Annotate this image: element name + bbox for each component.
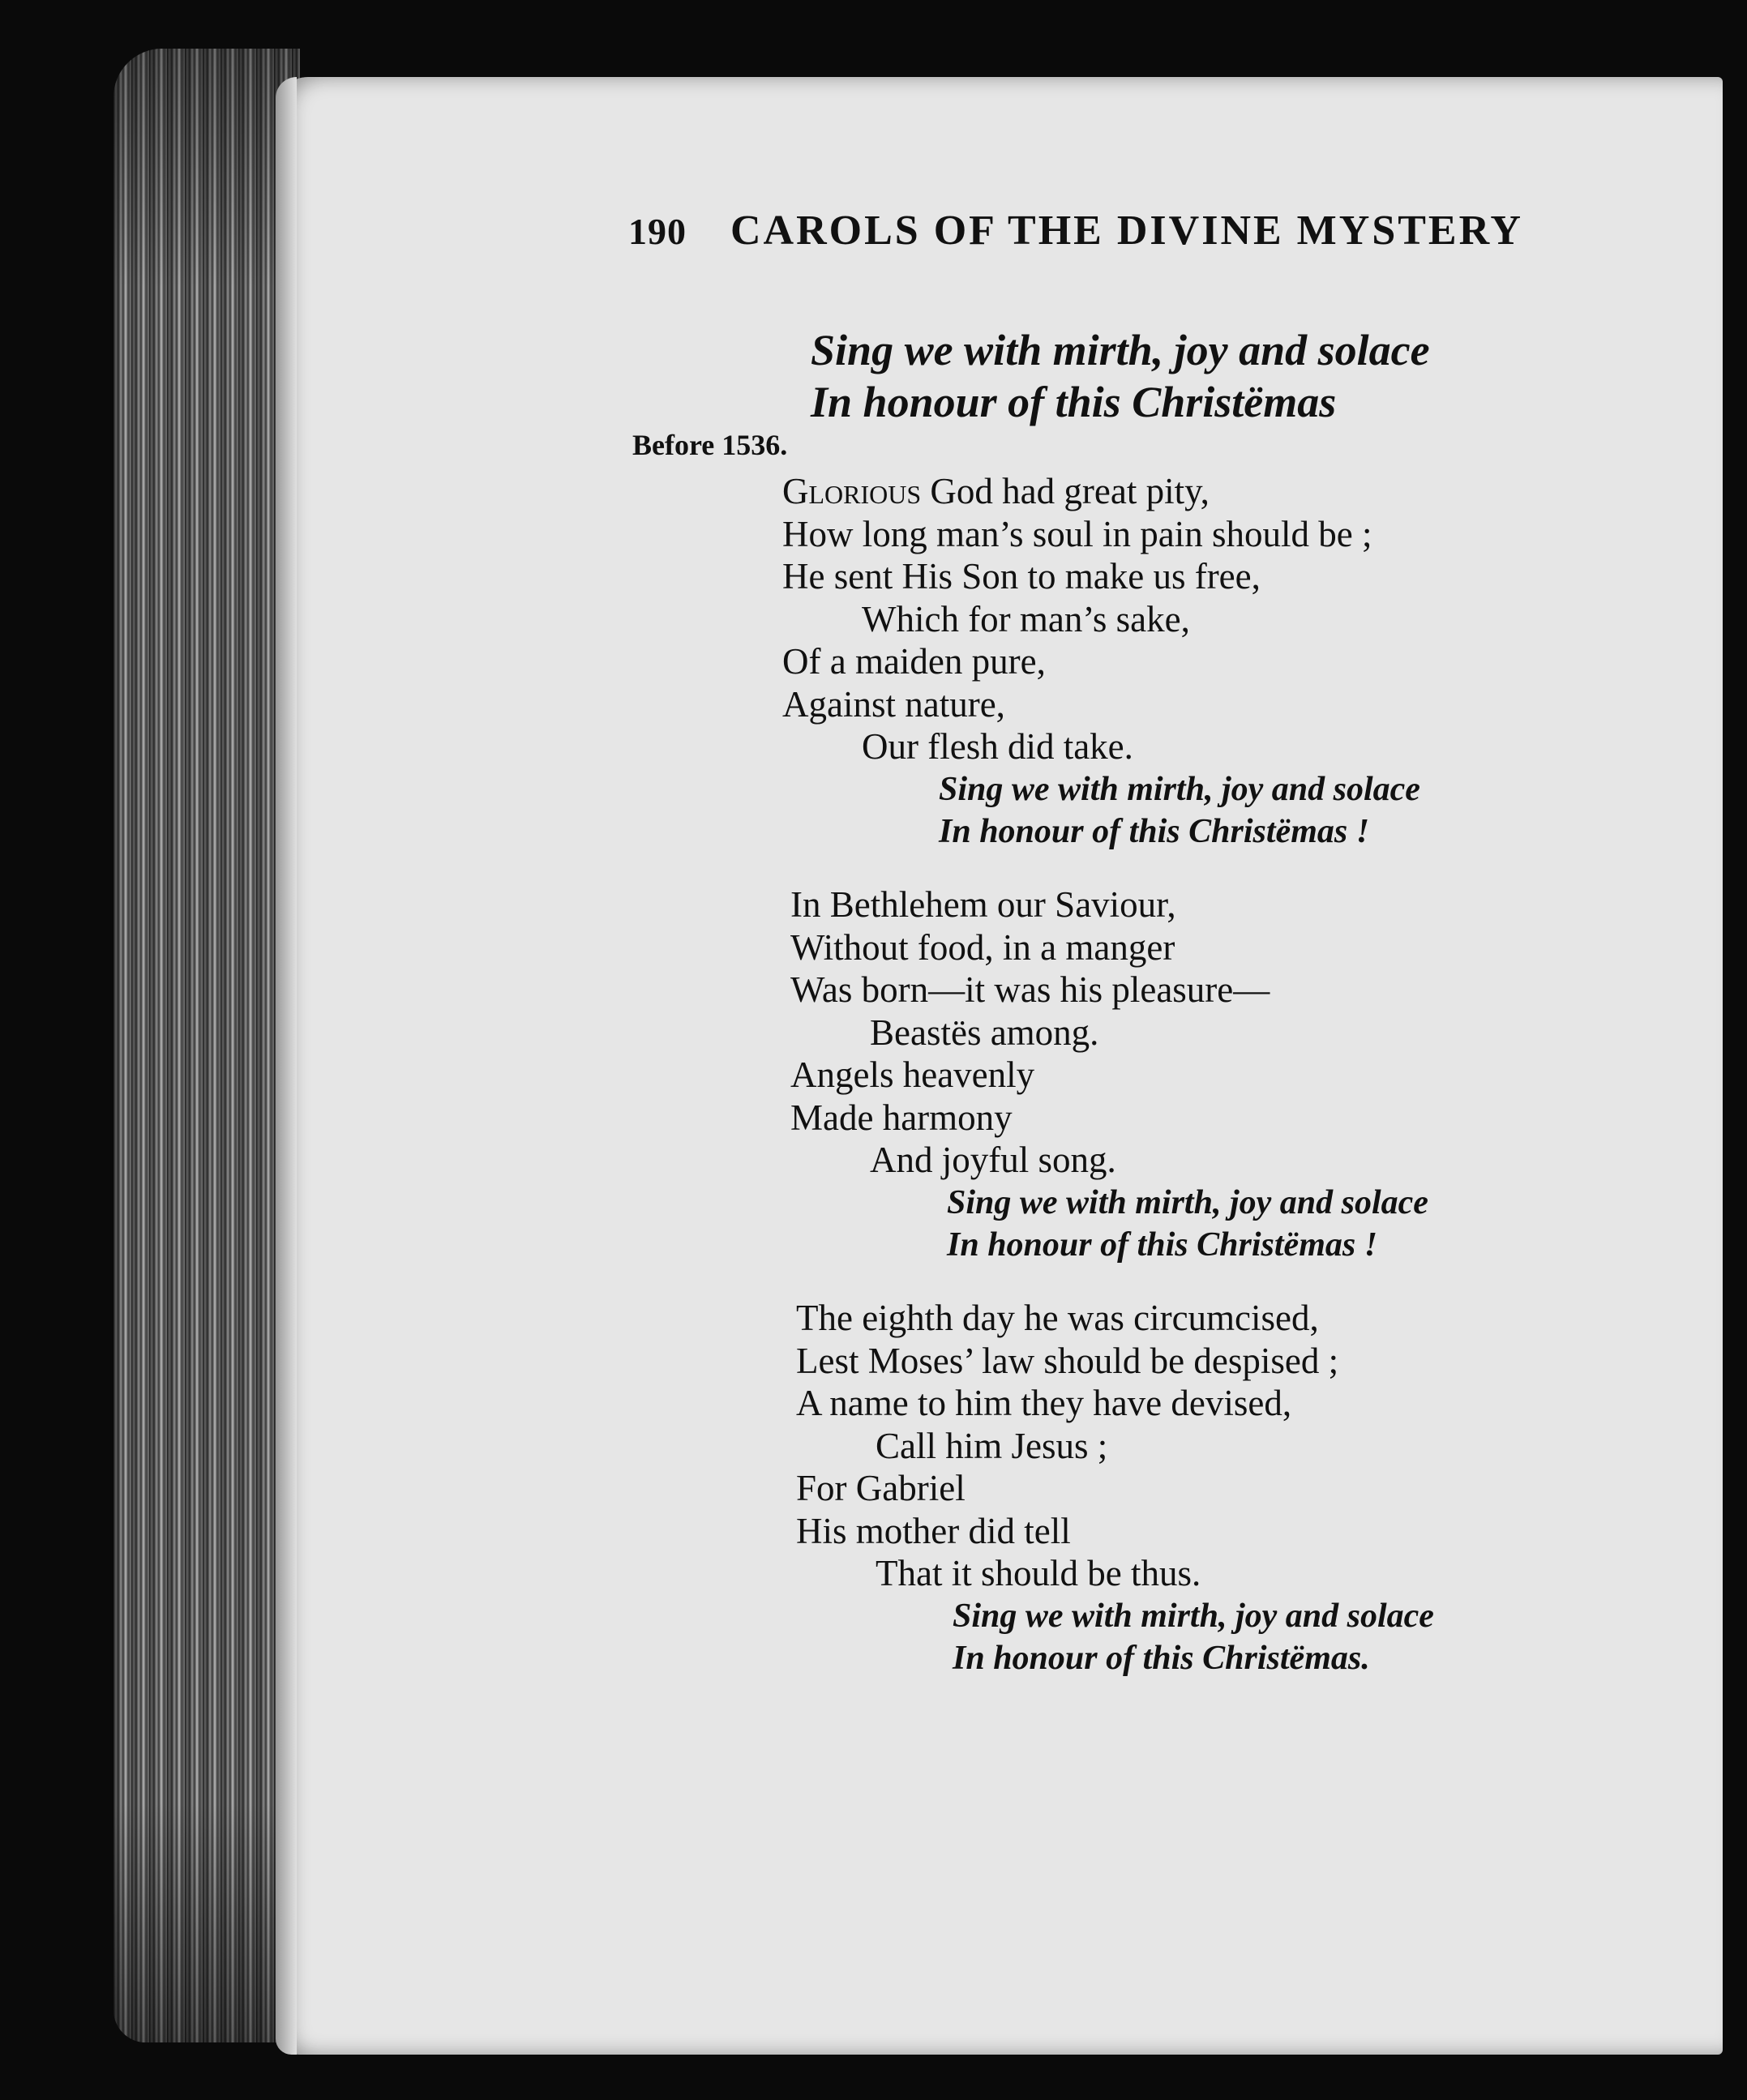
running-head-title: CAROLS OF THE DIVINE MYSTERY [730,207,1523,254]
stanza-line: The eighth day he was circumcised, [796,1298,1319,1338]
burden-line: Sing we with mirth, joy and solace [947,1183,1428,1221]
stanza-line: He sent His Son to make us free, [782,556,1261,597]
stanza-line [782,470,1420,513]
burden-line: Sing we with mirth, joy and solace [953,1597,1434,1635]
running-head [628,207,1523,254]
stanza-line: Lest Moses’ law should be despised ; [796,1340,1339,1381]
stanza-3 [796,1297,1434,1680]
stanza-line: Against nature, [782,683,1005,725]
stanza-line: Of a maiden pure, [782,641,1046,682]
stanza-line: For Gabriel [796,1468,966,1508]
stanza-line: In Bethlehem our Saviour, [790,884,1176,925]
stanza-line: That it should be thus. [876,1553,1201,1593]
burden-line: In honour of this Christëmas ! [939,813,1370,850]
stanza-line: A name to him they have devised, [796,1383,1292,1423]
stanza-line: Call him Jesus ; [876,1425,1108,1466]
page-gutter-shadow [276,77,297,2055]
stanza-opening-word: Glorious [782,471,922,511]
stanza-line: Our flesh did take. [862,726,1133,767]
stanza-line: Was born—it was his pleasure— [790,969,1270,1010]
date-note: Before 1536. [632,429,788,461]
carol-title [811,324,1430,428]
stanza-line: Angels heavenly [790,1054,1035,1095]
carol-title-line-2: In honour of this Christëmas [811,378,1337,426]
stanza-line-text: God had great pity, [921,471,1210,511]
stanza-line: Beastës among. [870,1012,1099,1053]
burden-line: Sing we with mirth, joy and solace [939,770,1420,808]
stanza-line: And joyful song. [870,1140,1116,1180]
stanza-2 [790,883,1428,1267]
stanza-line: His mother did tell [796,1510,1071,1551]
stanza-line: How long man’s soul in pain should be ; [782,513,1372,554]
burden-line: In honour of this Christëmas ! [947,1226,1378,1264]
stanza-line: Made harmony [790,1097,1013,1138]
stanza-line: Which for man’s sake, [862,598,1190,639]
carol-title-line-1: Sing we with mirth, joy and solace [811,326,1430,374]
burden-line: In honour of this Christëmas. [953,1640,1370,1677]
stanza-1 [782,470,1420,853]
book-page-edges [113,49,300,2042]
page-number: 190 [628,211,687,252]
stanza-line: Without food, in a manger [790,926,1175,968]
